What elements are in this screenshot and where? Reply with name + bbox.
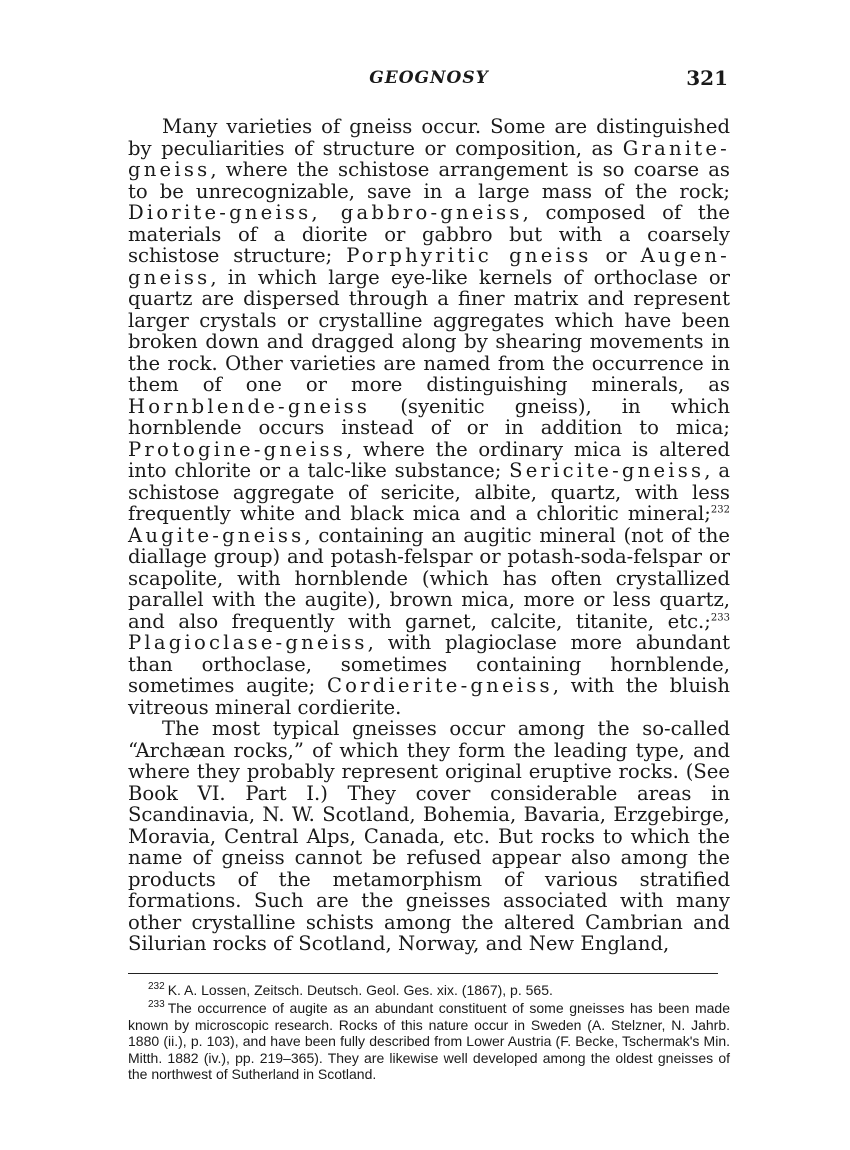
footnote-text: K. A. Lossen, Zeitsch. Deutsch. Geol. Ges. xix. (1867), p. 565.	[167, 981, 553, 998]
page-number: 321	[686, 66, 728, 90]
text-run: or	[591, 244, 641, 267]
text-run: (syenitic gneiss), in which hornblende occurs instead of or in addition to mica;	[128, 394, 730, 439]
term-augite-gneiss: Augite-gneiss	[128, 523, 305, 547]
term-cordierite-gneiss: Cordierite-gneiss	[326, 674, 553, 697]
text-run: , with the bluish vitreous mineral cordierite.	[128, 674, 730, 719]
term-hornblende-gneiss: Hornblende-gneiss	[128, 394, 371, 418]
footnote-reference[interactable]: 233	[710, 611, 730, 623]
text-run: , with plagioclase more abundant than orthoclase, sometimes containing hornblende, sometimes augite;	[128, 631, 730, 697]
running-head: GEOGNOSY	[369, 68, 489, 88]
footnotes	[128, 982, 730, 1083]
paragraph-gneiss-varieties	[128, 116, 730, 718]
text-run: , containing an augitic mineral (not of the diallage group) and potash-felspar or potash-soda-felspar or scapolite, with hornblende (which has often crystallized parallel with the augite), brown mica, more or less quartz, and also frequently with garnet, calcite, titanite, etc.;	[128, 523, 730, 633]
text-run: Many varieties of gneiss occur. Some are distinguished by peculiarities of structure or composition, as	[128, 115, 730, 160]
footnote-divider	[128, 973, 718, 974]
term-augen-gneiss: Augen-gneiss	[128, 244, 730, 289]
book-page	[128, 62, 730, 1082]
page-header	[128, 62, 730, 102]
term-diorite-gneiss: Diorite-gneiss, gabbro-gneiss	[128, 201, 523, 224]
footnote-reference[interactable]: 232	[710, 504, 730, 516]
text-run: , composed of the materials of a diorite or gabbro but with a coarsely schistose structure;	[128, 201, 730, 267]
footnote-number: 232	[148, 980, 165, 992]
paragraph-typical-gneisses: The most typical gneisses occur among the so-called “Archæan rocks,” of which they form the leading type, and where they probably represent original eruptive rocks. (See Book VI. Part I.) They cover considerable areas in Scandinavia, N. W. Scotland, Bohemia, Bavaria, Erzgebirge, Moravia, Central Alps, Canada, etc. But rocks to which the name of gneiss cannot be refused appear also among the products of the metamorphism of various stratified formations. Such are the gneisses associated with many other crystalline schists among the altered Cambrian and Silurian rocks of Scotland, Norway, and New England,	[128, 717, 730, 955]
text-run: , where the ordinary mica is altered into chlorite or a talc-like substance;	[128, 437, 730, 482]
footnote-232	[128, 982, 730, 999]
footnote-233	[128, 1000, 730, 1083]
footnote-text: The occurrence of augite as an abundant constituent of some gneisses has been made known by microscopic research. Rocks of this nature occur in Sweden (A. Stelzner, N. Jahrb. 1880 (ii.), p. 103), and have been fully described from Lower Austria (F. Becke, Tschermak's Min. Mitth. 1882 (iv.), pp. 219–365). They are likewise well developed among the oldest gneisses of the northwest of Sutherland in Scotland.	[128, 1000, 730, 1082]
term-porphyritic-gneiss: Porphyritic gneiss	[346, 244, 592, 267]
text-run: , in which large eye-like kernels of orthoclase or quartz are dispersed through a finer matrix and represent larger crystals or crystalline aggregates which have been broken down and dragged along by shearing movements in the rock. Other varieties are named from the occurrence in them of one or more distinguishing minerals, as	[128, 265, 730, 396]
term-sericite-gneiss: Sericite-gneiss	[509, 459, 705, 482]
footnote-number: 233	[148, 999, 165, 1011]
term-plagioclase-gneiss: Plagioclase-gneiss	[128, 631, 368, 654]
term-protogine-gneiss: Protogine-gneiss	[128, 437, 346, 461]
text-run: , a schistose aggregate of sericite, albite, quartz, with less frequently white and black mica and a chloritic mineral;	[128, 459, 730, 525]
text-run: , where the schistose arrangement is so coarse as to be unrecognizable, save in a large mass of the rock;	[128, 158, 730, 203]
body-text	[128, 116, 730, 955]
term-granite-gneiss: Granite-gneiss	[128, 136, 730, 181]
